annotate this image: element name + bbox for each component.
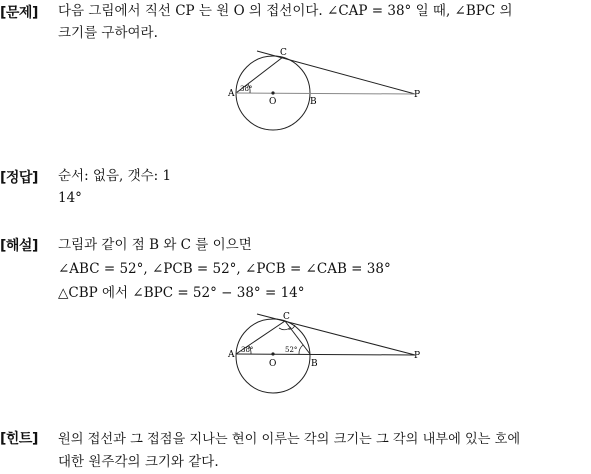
label-a: A xyxy=(228,89,235,99)
circle-o xyxy=(236,319,310,393)
answer-tag: [정답] xyxy=(0,170,38,186)
solution-body xyxy=(58,233,589,305)
angle-arc-b xyxy=(299,345,303,354)
tangent-line-cp xyxy=(257,314,415,355)
line-ap xyxy=(236,354,415,355)
label-angle-a: 38° xyxy=(241,346,254,354)
hint-text-line-2: 대한 원주각의 크기와 같다. xyxy=(58,454,219,470)
hint-tag: [힌트] xyxy=(0,431,38,447)
hint-text-line-1: 원의 접선과 그 접점을 지나는 현이 이루는 각의 크기는 그 각의 내부에 있는 호에 xyxy=(58,432,521,447)
problem-text-line-1: 다음 그림에서 직선 CP 는 원 O 의 접선이다. ∠CAP = 38° 일 때, ∠BPC 의 xyxy=(58,3,513,19)
line-ap xyxy=(236,93,415,94)
hint-body xyxy=(58,428,589,474)
label-b: B xyxy=(310,97,317,107)
label-o: O xyxy=(269,97,277,107)
answer-meta: 순서: 없음, 갯수: 1 xyxy=(58,168,172,184)
solution-tag: [해설] xyxy=(0,238,38,254)
problem-tag: [문제] xyxy=(0,5,38,21)
label-b: B xyxy=(311,359,318,369)
problem-text-line-2: 크기를 구하여라. xyxy=(58,25,158,41)
answer-value: 14° xyxy=(58,190,82,206)
label-angle-b: 52° xyxy=(285,346,298,354)
center-point-o xyxy=(271,91,274,94)
label-angle: 38° xyxy=(240,85,253,93)
problem-body xyxy=(58,0,589,44)
solution-figure xyxy=(225,308,425,403)
label-o: O xyxy=(269,359,277,369)
solution-text-line-2: ∠ABC = 52°, ∠PCB = 52°, ∠PCB = ∠CAB = 38° xyxy=(58,261,391,277)
solution-text-line-1: 그림과 같이 점 B 와 C 를 이으면 xyxy=(58,237,252,253)
label-p: P xyxy=(414,351,421,361)
label-c: C xyxy=(283,312,290,322)
answer-body xyxy=(58,165,589,209)
label-c: C xyxy=(280,48,287,58)
solution-text-line-3: △CBP 에서 ∠BPC = 52° − 38° = 14° xyxy=(58,285,305,301)
label-p: P xyxy=(414,90,421,100)
center-point-o xyxy=(271,352,274,355)
label-a: A xyxy=(228,350,235,360)
problem-figure xyxy=(225,47,425,137)
